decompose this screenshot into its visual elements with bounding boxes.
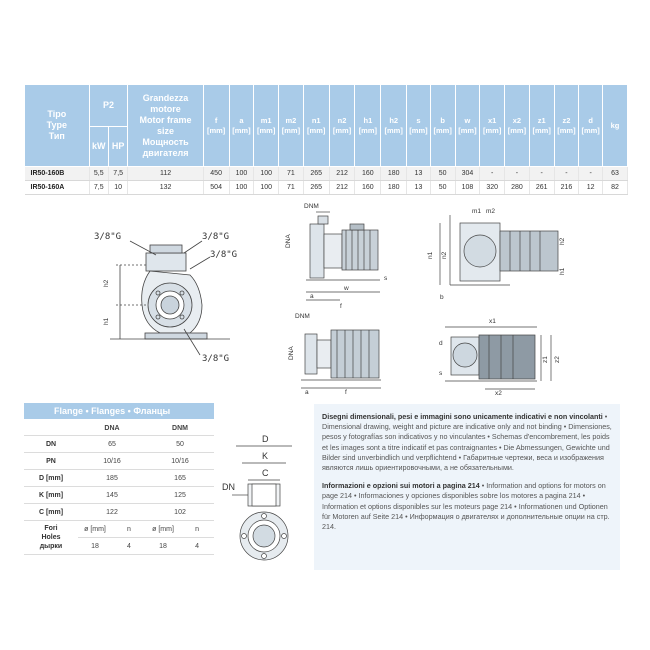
dim-name: m2 [285,115,297,125]
disclaimer-note [314,404,620,473]
dim-cell: 160 [355,181,381,195]
dim-unit: [mm] [409,125,428,135]
header-hp-label: HP [111,141,125,151]
dim-name: n2 [337,115,347,125]
dnm-value: 165 [146,470,214,487]
dim-cell: - [554,167,579,181]
header-frame-line: Grandezza [142,92,189,103]
header-frame-line: motore [150,103,181,114]
frame-cell: 132 [128,181,203,195]
table-row [24,421,214,436]
header-tipo-it: Tipo [47,109,67,119]
dim-unit: [mm] [206,125,226,135]
dim-cell: 13 [407,181,431,195]
dim-cell: 12 [579,181,603,195]
header-tipo-ru: Тип [48,131,65,141]
dim-h2-label: h2 [559,237,566,245]
dim-unit: [mm] [384,125,403,135]
dim-name: x2 [512,115,522,125]
frame-cell: 112 [128,167,203,181]
dim-x1-label: x1 [489,318,496,325]
dim-name: w [464,115,471,125]
dim-name: z2 [562,115,571,125]
dim-cell: 100 [254,167,279,181]
holes-label-it: Fori [44,525,58,532]
dim-name: z1 [537,115,546,125]
dim-unit: [mm] [557,125,576,135]
dim-unit: [mm] [458,125,477,135]
kg-cell: 82 [602,181,627,195]
header-kw-label: kW [92,141,106,151]
dim-unit: [mm] [581,125,600,135]
dim-name: d [588,115,593,125]
header-dim-m2 [279,85,304,167]
pump-front-view-drawing [90,225,270,370]
dim-name: h1 [363,115,373,125]
dim-z1-label: z1 [542,356,549,363]
port-label: 3/8"G [202,354,230,364]
header-frame-line: size [157,125,175,136]
header-dim-b [430,85,455,167]
dnm-value: 125 [146,487,214,504]
header-dim-n2 [329,85,355,167]
dim-cell: 216 [554,181,579,195]
dim-name: n1 [311,115,321,125]
dim-unit: [mm] [332,125,352,135]
holes-n-header: n [180,521,214,538]
dim-cell: 108 [455,181,480,195]
dim-name: x1 [488,115,497,125]
dim-unit: [mm] [433,125,452,135]
col-dna: DNA [78,421,146,436]
flange-c-label: C [262,468,269,478]
dim-cell: 450 [203,167,229,181]
header-tipo-en: Type [46,120,67,130]
disclaimer-title: Disegni dimensionali, pesi e immagini sono unicamente indicativi e non vincolanti [322,412,603,421]
dim-s-label: s [439,370,443,377]
dim-f-label: f [340,303,342,310]
dim-unit: [mm] [281,125,301,135]
kw-cell: 7,5 [89,181,108,195]
holes-n-header: n [112,521,146,538]
dim-s-label: s [384,275,388,282]
dim-cell: 265 [303,181,329,195]
dim-z2-label: z2 [554,356,561,363]
holes-label-en: Holes [41,534,61,541]
header-dim-x2 [505,85,530,167]
header-dim-z1 [529,85,554,167]
holes-dia-header: ø [mm] [146,521,180,538]
holes-label-ru: дырки [39,543,63,550]
flange-title: Flange • Flanges • Фланцы [24,403,214,419]
dim-dnm-label: DNM [295,313,310,320]
dim-unit: [mm] [257,125,276,135]
dim-cell: 100 [229,181,254,195]
kg-cell: 63 [602,167,627,181]
dna-holes-n: 4 [112,538,146,555]
flange-dn-label: DN [222,482,235,492]
model-cell: IR50-160A [25,181,90,195]
header-hp [108,127,127,167]
port-label: 3/8"G [94,232,122,242]
pump-end-view-drawing [410,205,580,305]
dim-h1-label: h1 [103,317,110,325]
table-row [25,167,628,181]
holes-label [24,521,78,555]
dim-cell: - [579,167,603,181]
header-dim-d [579,85,603,167]
header-dim-m1 [254,85,279,167]
dim-n1-label: n1 [427,251,434,259]
dim-a-label: a [305,389,309,395]
dna-value: 145 [78,487,146,504]
header-kg [602,85,627,167]
dim-w-label: w [344,285,349,292]
dim-d-label: d [439,340,443,347]
dim-cell: 261 [529,181,554,195]
table-row [24,521,214,538]
hp-cell: 7,5 [108,167,127,181]
dim-m1-label: m1 [472,208,482,215]
empty-cell [24,421,78,436]
header-p2-label: P2 [102,100,114,110]
dim-h1-label: h1 [559,267,566,275]
dim-unit: [mm] [532,125,551,135]
dim-unit: [mm] [307,125,326,135]
dnm-value: 50 [146,436,214,453]
dim-dnm-label: DNM [304,203,319,210]
dim-name: s [416,115,421,125]
pump-frame-view-drawing [415,315,565,395]
dim-h2-label: h2 [103,279,110,287]
dna-value: 10/16 [78,453,146,470]
dim-cell: 100 [229,167,254,181]
table-row [24,487,214,504]
dim-a-label: a [310,293,314,300]
dim-x2-label: x2 [495,390,502,395]
dim-cell: 212 [329,181,355,195]
dim-unit: [mm] [483,125,502,135]
dna-value: 65 [78,436,146,453]
dnm-value: 102 [146,504,214,521]
port-label: 3/8"G [210,250,238,260]
dim-cell: 50 [430,167,455,181]
dim-cell: 265 [303,167,329,181]
dim-cell: 280 [505,181,530,195]
row-label: DN [24,436,78,453]
dim-cell: - [505,167,530,181]
dnm-holes-n: 4 [180,538,214,555]
motor-info-title: Informazioni e opzioni sui motori a pagina 214 [322,481,480,491]
header-frame [128,85,203,167]
dim-cell: - [480,167,505,181]
table-row [25,181,628,195]
header-tipo [25,85,90,167]
header-kg-label: kg [610,120,620,130]
pump-side-view-drawing [280,200,400,310]
dim-unit: [mm] [358,125,378,135]
flange-drawing [222,428,307,573]
header-dim-z2 [554,85,579,167]
dim-b-label: b [440,294,444,301]
dim-name: b [440,115,445,125]
dim-cell: 320 [480,181,505,195]
dim-cell: 304 [455,167,480,181]
dim-unit: [mm] [507,125,527,135]
header-dim-f [203,85,229,167]
dim-name: a [239,115,244,125]
motor-info-note [314,473,620,532]
table-row [24,470,214,487]
header-frame-line: двигателя [142,147,189,158]
flange-table [24,421,214,555]
header-frame-line: Motor frame [139,114,192,125]
row-label: C [mm] [24,504,78,521]
pump-large-side-view-drawing [285,310,395,395]
dna-holes-dia: 18 [78,538,112,555]
dim-cell: 160 [355,167,381,181]
dna-value: 122 [78,504,146,521]
dna-value: 185 [78,470,146,487]
dnm-holes-dia: 18 [146,538,180,555]
dim-n2-label: n2 [441,251,448,259]
table-row [24,453,214,470]
hp-cell: 10 [108,181,127,195]
row-label: PN [24,453,78,470]
dimensions-table [24,84,628,195]
header-dim-h1 [355,85,381,167]
kw-cell: 5,5 [89,167,108,181]
notes-box [314,404,620,570]
header-p2 [89,85,128,127]
dim-f-label: f [345,389,347,395]
flange-section [24,403,214,555]
dim-dna-label: DNA [285,234,292,248]
model-cell: IR50-160B [25,167,90,181]
row-label: K [mm] [24,487,78,504]
dim-cell: - [529,167,554,181]
table-row [24,436,214,453]
table-row [24,504,214,521]
dim-cell: 180 [381,181,407,195]
dim-unit: [mm] [232,125,251,135]
dim-cell: 13 [407,167,431,181]
header-dim-h2 [381,85,407,167]
dim-cell: 212 [329,167,355,181]
col-dnm: DNM [146,421,214,436]
dim-m2-label: m2 [486,208,496,215]
dim-name: m1 [260,115,272,125]
dim-name: h2 [389,115,399,125]
holes-dia-header: ø [mm] [78,521,112,538]
dnm-value: 10/16 [146,453,214,470]
motor-info-text: • Information and options for motors on page 214 • Informaciones y opciones disponibles sobre los motores a pagina 214 • Information et options disponibles sur les moteurs page 214 • Informationen und Optionen für Motoren auf Seite 214 • Информация о двигателях и дополнительные опции на стр. 214. [322,481,610,532]
dim-cell: 71 [279,181,304,195]
header-frame-line: Мощность [142,136,189,147]
dim-cell: 180 [381,167,407,181]
header-dim-w [455,85,480,167]
dim-dna-label: DNA [288,346,295,360]
flange-k-label: K [262,451,269,461]
dim-cell: 504 [203,181,229,195]
dim-name: f [214,115,218,125]
row-label: D [mm] [24,470,78,487]
header-dim-n1 [303,85,329,167]
header-dim-x1 [480,85,505,167]
dim-cell: 100 [254,181,279,195]
disclaimer-text: • Dimensional drawing, weight and picture are indicative only and not binding • Dimensiones, pesos y fotografías son indicativos y no vinculantes • Schemas d'encombrement, les poids et les images sont a titre indicatif et pas contraignantes • Die Abmessungen, Gewichte und Bilder sind unverbindlich und verpflichtend • Габаритные чертежи, веса и изображения являются лишь ориентировочными, а не обязательными. [322,412,612,473]
flange-d-label: D [262,434,269,444]
header-dim-a [229,85,254,167]
port-label: 3/8"G [202,232,230,242]
dim-cell: 50 [430,181,455,195]
dim-cell: 71 [279,167,304,181]
header-dim-s [407,85,431,167]
header-kw [89,127,108,167]
